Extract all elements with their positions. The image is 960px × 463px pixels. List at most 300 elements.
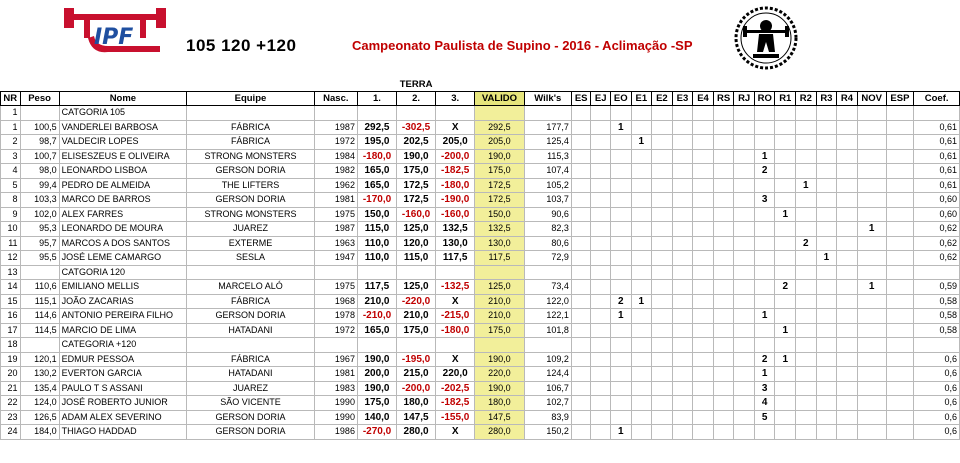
column-header: EJ [591,92,611,106]
attempt-1: 117,5 [357,280,396,295]
flag-rs [713,294,734,309]
federation-seal-icon [733,4,799,72]
table-row [1,164,960,179]
flag-r3 [816,410,837,425]
flag-e3 [672,309,693,324]
empty-cell [571,106,591,121]
flag-r2 [796,309,817,324]
team-name: GERSON DORIA [187,309,315,324]
attempt-1: 115,0 [357,222,396,237]
flag-e2 [652,309,673,324]
flag-r4 [837,309,858,324]
flag-r4 [837,236,858,251]
team-name: GERSON DORIA [187,410,315,425]
flag-esp [886,222,914,237]
flag-e2 [652,135,673,150]
flag-r3 [816,309,837,324]
flag-r3 [816,222,837,237]
flag-eo [610,323,631,338]
flag-rj [734,280,755,295]
flag-rj [734,425,755,440]
table-row [1,251,960,266]
empty-cell [436,265,475,280]
coefficient: 0,6 [914,410,960,425]
flag-r2: 2 [796,236,817,251]
team-name: FÁBRICA [187,120,315,135]
empty-cell [886,338,914,353]
empty-cell [713,338,734,353]
table-row [1,178,960,193]
valid-total: 172,5 [475,178,524,193]
flag-r2 [796,222,817,237]
attempt-1: 165,0 [357,323,396,338]
flag-e1 [631,149,652,164]
flag-e3 [672,323,693,338]
flag-e2 [652,178,673,193]
flag-e3 [672,381,693,396]
flag-e3 [672,135,693,150]
flag-r1 [775,164,796,179]
empty-cell [524,338,571,353]
category-label: CATEGORIA +120 [59,338,187,353]
empty-cell [571,338,591,353]
flag-ej [591,396,611,411]
team-name: EXTERME [187,236,315,251]
team-name: FÁBRICA [187,352,315,367]
flag-es [571,352,591,367]
column-header: Wilk's [524,92,571,106]
flag-r4 [837,251,858,266]
team-name: GERSON DORIA [187,193,315,208]
flag-e1 [631,280,652,295]
flag-r3 [816,294,837,309]
team-name: HATADANI [187,367,315,382]
flag-eo: 1 [610,120,631,135]
flag-e2 [652,222,673,237]
athlete-name: LEONARDO LISBOA [59,164,187,179]
empty-cell [672,265,693,280]
flag-ej [591,294,611,309]
flag-r2 [796,396,817,411]
flag-ej [591,309,611,324]
flag-r3 [816,236,837,251]
valid-total: 147,5 [475,410,524,425]
flag-rs [713,410,734,425]
attempt-1: -210,0 [357,309,396,324]
team-name: GERSON DORIA [187,425,315,440]
flag-r3 [816,164,837,179]
row-number: 2 [1,135,21,150]
ipf-logo [64,6,166,56]
attempt-1: 195,0 [357,135,396,150]
flag-rj [734,207,755,222]
flag-rs [713,193,734,208]
flag-e4 [693,207,714,222]
empty-cell [314,338,357,353]
flag-rj [734,222,755,237]
birth-year: 1947 [314,251,357,266]
row-number: 16 [1,309,21,324]
flag-es [571,222,591,237]
coefficient: 0,58 [914,323,960,338]
valid-total: 210,0 [475,309,524,324]
flag-r1 [775,193,796,208]
attempt-3: 132,5 [436,222,475,237]
athlete-name: JOÃO ZACARIAS [59,294,187,309]
team-name: JUAREZ [187,222,315,237]
body-weight: 102,0 [20,207,59,222]
results-table [0,78,960,440]
attempt-2: 215,0 [397,367,436,382]
empty-cell [187,106,315,121]
birth-year: 1962 [314,178,357,193]
valid-total: 280,0 [475,425,524,440]
empty-cell [693,265,714,280]
column-header: E4 [693,92,714,106]
flag-ro [754,120,775,135]
flag-e4 [693,410,714,425]
body-weight: 95,7 [20,236,59,251]
empty-cell [314,265,357,280]
valid-total: 210,0 [475,294,524,309]
flag-r4 [837,410,858,425]
flag-ro [754,222,775,237]
row-number: 14 [1,280,21,295]
attempt-3: -200,0 [436,149,475,164]
body-weight: 95,5 [20,251,59,266]
body-weight: 126,5 [20,410,59,425]
flag-r4 [837,381,858,396]
attempt-1: 190,0 [357,381,396,396]
coefficient: 0,59 [914,280,960,295]
flag-e2 [652,251,673,266]
flag-eo [610,164,631,179]
valid-total: 180,0 [475,396,524,411]
body-weight: 120,1 [20,352,59,367]
body-weight: 100,5 [20,120,59,135]
flag-e3 [672,410,693,425]
flag-r4 [837,367,858,382]
flag-r2 [796,294,817,309]
wilks-score: 124,4 [524,367,571,382]
wilks-score: 125,4 [524,135,571,150]
flag-nov [857,149,886,164]
flag-e4 [693,120,714,135]
flag-e2 [652,294,673,309]
attempt-1: 190,0 [357,352,396,367]
flag-rj [734,236,755,251]
flag-eo [610,410,631,425]
table-row [1,352,960,367]
valid-total: 117,5 [475,251,524,266]
flag-r1 [775,381,796,396]
flag-e3 [672,236,693,251]
attempt-2: -220,0 [397,294,436,309]
flag-r2 [796,207,817,222]
flag-nov: 1 [857,280,886,295]
flag-esp [886,396,914,411]
team-name: STRONG MONSTERS [187,207,315,222]
flag-nov [857,236,886,251]
column-header: VALIDO [475,92,524,106]
flag-rj [734,149,755,164]
flag-e1 [631,178,652,193]
empty-cell [652,338,673,353]
flag-r3 [816,425,837,440]
attempt-2: 120,0 [397,236,436,251]
flag-e4 [693,193,714,208]
flag-esp [886,352,914,367]
empty-cell [20,338,59,353]
flag-r1 [775,178,796,193]
column-header: 1. [357,92,396,106]
team-name: FÁBRICA [187,135,315,150]
column-header: Coef. [914,92,960,106]
flag-nov [857,410,886,425]
flag-ej [591,178,611,193]
flag-ej [591,352,611,367]
flag-rs [713,352,734,367]
team-name: STRONG MONSTERS [187,149,315,164]
flag-e2 [652,207,673,222]
flag-e3 [672,280,693,295]
flag-rs [713,207,734,222]
flag-r3 [816,149,837,164]
athlete-name: PAULO T S ASSANI [59,381,187,396]
valid-cell [475,106,524,121]
column-header: Nome [59,92,187,106]
athlete-name: JOSÉ ROBERTO JUNIOR [59,396,187,411]
coefficient: 0,61 [914,120,960,135]
flag-e3 [672,251,693,266]
flag-ro: 1 [754,149,775,164]
empty-cell [857,106,886,121]
wilks-score: 107,4 [524,164,571,179]
flag-ro: 3 [754,381,775,396]
empty-cell [914,106,960,121]
row-number: 12 [1,251,21,266]
attempt-2: 125,0 [397,280,436,295]
empty-cell [314,106,357,121]
flag-nov [857,425,886,440]
flag-r3 [816,193,837,208]
table-row [1,120,960,135]
event-title: Campeonato Paulista de Supino - 2016 - Aclimação -SP [352,38,693,53]
team-name: MARCELO ALÓ [187,280,315,295]
athlete-name: JOSÉ LEME CAMARGO [59,251,187,266]
flag-rs [713,178,734,193]
body-weight: 110,6 [20,280,59,295]
flag-e1 [631,396,652,411]
category-label: CATGORIA 105 [59,106,187,121]
flag-e1 [631,352,652,367]
team-name: SESLA [187,251,315,266]
empty-cell [20,106,59,121]
flag-r1 [775,294,796,309]
categories-heading: 105 120 +120 [186,36,297,55]
flag-r2 [796,280,817,295]
flag-es [571,410,591,425]
terra-group-header: TERRA [357,78,474,92]
flag-ej [591,120,611,135]
column-header: NR [1,92,21,106]
flag-r4 [837,120,858,135]
flag-r3 [816,135,837,150]
empty-cell [436,106,475,121]
flag-nov [857,396,886,411]
flag-e4 [693,381,714,396]
team-name: HATADANI [187,323,315,338]
flag-e3 [672,164,693,179]
attempt-2: -195,0 [397,352,436,367]
attempt-2: 147,5 [397,410,436,425]
flag-r2 [796,367,817,382]
flag-r2 [796,410,817,425]
flag-es [571,178,591,193]
flag-ro: 5 [754,410,775,425]
table-body [1,106,960,440]
flag-rs [713,236,734,251]
flag-rj [734,309,755,324]
flag-e2 [652,381,673,396]
flag-ej [591,251,611,266]
flag-ro [754,323,775,338]
coefficient: 0,60 [914,193,960,208]
flag-ej [591,207,611,222]
empty-cell [631,338,652,353]
flag-e2 [652,193,673,208]
empty-cell [571,265,591,280]
attempt-3: -202,5 [436,381,475,396]
row-number: 11 [1,236,21,251]
flag-e2 [652,149,673,164]
empty-cell [524,265,571,280]
flag-ej [591,222,611,237]
flag-e1 [631,367,652,382]
flag-nov [857,352,886,367]
flag-nov [857,164,886,179]
flag-rs [713,425,734,440]
flag-r1 [775,251,796,266]
attempt-2: -160,0 [397,207,436,222]
flag-rs [713,309,734,324]
category-row [1,106,960,121]
empty-cell [734,338,755,353]
birth-year: 1972 [314,135,357,150]
column-header: RS [713,92,734,106]
athlete-name: THIAGO HADDAD [59,425,187,440]
flag-ej [591,367,611,382]
wilks-score: 122,0 [524,294,571,309]
athlete-name: ANTONIO PEREIRA FILHO [59,309,187,324]
attempt-2: 125,0 [397,222,436,237]
table-row [1,222,960,237]
flag-e2 [652,120,673,135]
flag-ro [754,207,775,222]
row-number: 17 [1,323,21,338]
flag-e4 [693,323,714,338]
body-weight: 98,0 [20,164,59,179]
flag-r3: 1 [816,251,837,266]
flag-e4 [693,236,714,251]
flag-esp [886,381,914,396]
attempt-1: 150,0 [357,207,396,222]
empty-cell [397,338,436,353]
flag-esp [886,410,914,425]
table-row [1,207,960,222]
attempt-1: 210,0 [357,294,396,309]
flag-es [571,149,591,164]
flag-es [571,425,591,440]
wilks-score: 105,2 [524,178,571,193]
attempt-2: 210,0 [397,309,436,324]
flag-nov: 1 [857,222,886,237]
flag-r3 [816,396,837,411]
coefficient: 0,61 [914,135,960,150]
empty-cell [886,265,914,280]
flag-r2: 1 [796,178,817,193]
flag-nov [857,120,886,135]
empty-cell [837,338,858,353]
column-header: 2. [397,92,436,106]
category-label: CATGORIA 120 [59,265,187,280]
team-name: THE LIFTERS [187,178,315,193]
column-header: Equipe [187,92,315,106]
flag-e1 [631,222,652,237]
empty-cell [914,338,960,353]
birth-year: 1975 [314,207,357,222]
flag-rj [734,193,755,208]
team-name: FÁBRICA [187,294,315,309]
flag-r4 [837,396,858,411]
row-number: 21 [1,381,21,396]
flag-nov [857,178,886,193]
flag-ro: 2 [754,164,775,179]
flag-e3 [672,294,693,309]
row-number: 8 [1,193,21,208]
attempt-1: 175,0 [357,396,396,411]
attempt-2: 180,0 [397,396,436,411]
body-weight: 114,5 [20,323,59,338]
flag-r2 [796,135,817,150]
valid-total: 125,0 [475,280,524,295]
attempt-3: X [436,425,475,440]
flag-r2 [796,381,817,396]
empty-cell [796,265,817,280]
flag-es [571,207,591,222]
row-number: 18 [1,338,21,353]
flag-ro [754,178,775,193]
flag-e1 [631,207,652,222]
attempt-3: -182,5 [436,396,475,411]
flag-eo [610,381,631,396]
attempt-2: 172,5 [397,193,436,208]
flag-rj [734,294,755,309]
team-name: JUAREZ [187,381,315,396]
attempt-2: 175,0 [397,164,436,179]
column-header: RJ [734,92,755,106]
flag-es [571,193,591,208]
attempt-2: 172,5 [397,178,436,193]
flag-es [571,294,591,309]
wilks-score: 106,7 [524,381,571,396]
empty-cell [775,265,796,280]
flag-e2 [652,425,673,440]
athlete-name: PEDRO DE ALMEIDA [59,178,187,193]
coefficient: 0,60 [914,207,960,222]
column-headers [1,92,960,106]
table-row [1,309,960,324]
